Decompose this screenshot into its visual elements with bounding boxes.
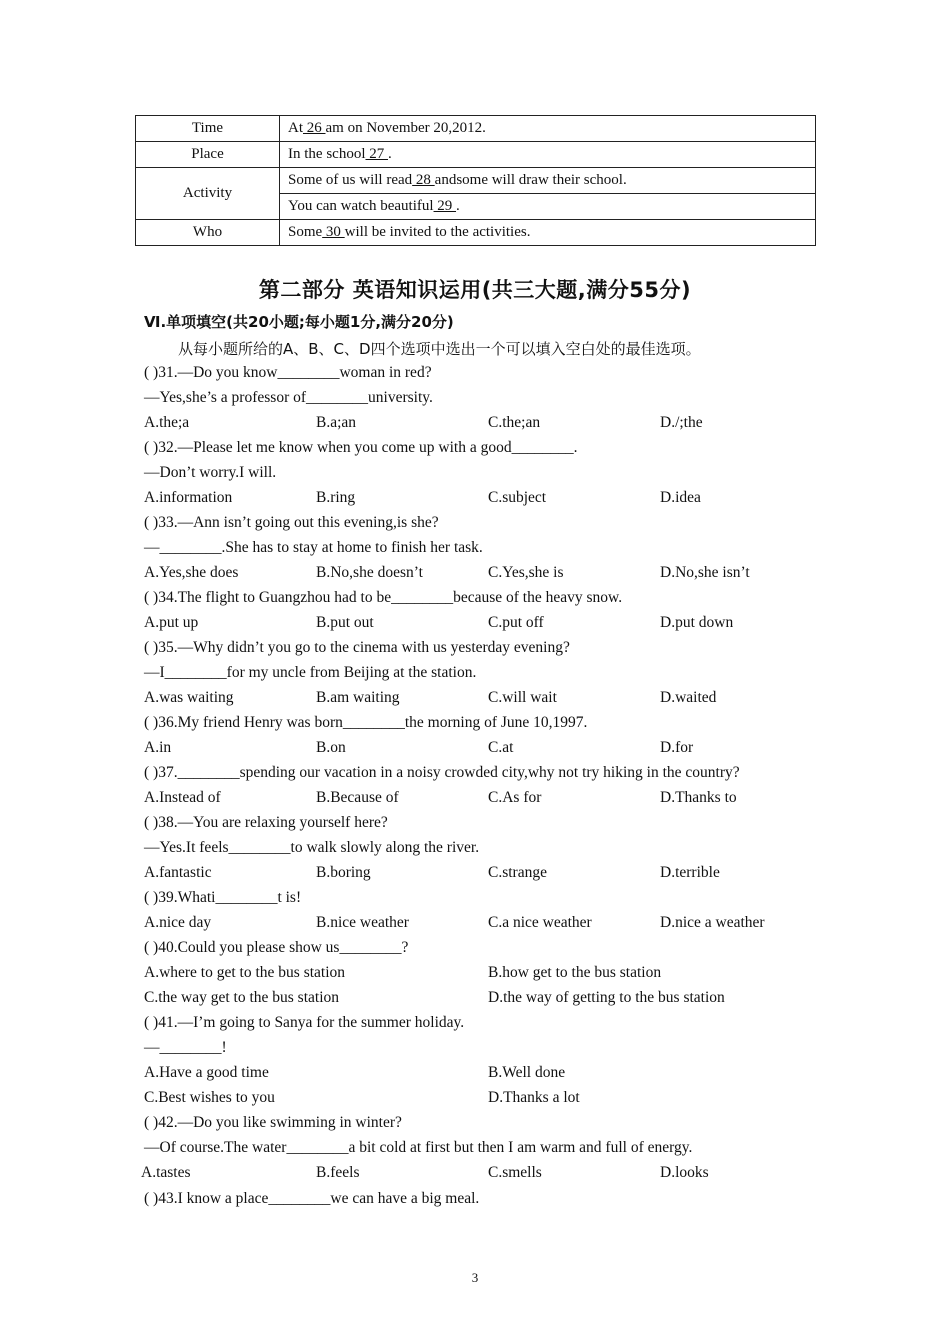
question-32: ( )32.—Please let me know when you come up with a good________. xyxy=(144,439,578,456)
options-39 xyxy=(144,913,824,933)
option-b: B.nice weather xyxy=(316,914,409,931)
option-a: A.put up xyxy=(144,614,199,631)
options-36 xyxy=(144,738,824,758)
option-d: D.nice a weather xyxy=(660,914,765,931)
option-a: A.information xyxy=(144,489,233,506)
option-c: C.As for xyxy=(488,789,542,806)
instruction: 从每小题所给的A、B、C、D四个选项中选出一个可以填入空白处的最佳选项。 xyxy=(178,340,701,358)
question-43: ( )43.I know a place________we can have a big meal. xyxy=(144,1190,480,1207)
options-31 xyxy=(144,413,824,433)
option-b: B.No,she doesn’t xyxy=(316,564,423,581)
option-d: D.waited xyxy=(660,689,717,706)
option-c: C.the;an xyxy=(488,414,541,431)
options-41-ab xyxy=(144,1063,824,1083)
option-a: A.where to get to the bus station xyxy=(144,964,346,981)
option-c: C.strange xyxy=(488,864,547,881)
option-c: C.Best wishes to you xyxy=(144,1089,275,1106)
option-d: D.terrible xyxy=(660,864,720,881)
option-c: C.Yes,she is xyxy=(488,564,564,581)
blank-27: 27 xyxy=(365,146,388,162)
option-b: B.boring xyxy=(316,864,371,881)
option-d: D.for xyxy=(660,739,694,756)
question-39: ( )39.Whati________t is! xyxy=(144,889,302,906)
question-33: ( )33.—Ann isn’t going out this evening,is she? xyxy=(144,514,439,531)
question-37: ( )37.________spending our vacation in a noisy crowded city,why not try hiking in the country? xyxy=(144,764,740,781)
row-value-time: At 26 am on November 20,2012. xyxy=(280,116,816,142)
blank-26: 26 xyxy=(303,120,326,136)
options-40-cd xyxy=(144,988,824,1008)
question-38: ( )38.—You are relaxing yourself here? xyxy=(144,814,388,831)
question-41-reply: —________! xyxy=(144,1039,227,1056)
options-37 xyxy=(144,788,824,808)
option-a: A.Have a good time xyxy=(144,1064,269,1081)
blank-29: 29 xyxy=(433,198,457,214)
option-c: C.at xyxy=(488,739,514,756)
option-b: B.Because of xyxy=(316,789,399,806)
row-value-place: In the school 27 . xyxy=(280,142,816,168)
option-d: D.put down xyxy=(660,614,734,631)
question-42-reply: —Of course.The water________a bit cold at first but then I am warm and full of energy. xyxy=(144,1139,693,1156)
option-b: B.how get to the bus station xyxy=(488,964,662,981)
option-d: D./;the xyxy=(660,414,703,431)
option-a: A.the;a xyxy=(144,414,190,431)
question-36: ( )36.My friend Henry was born________the morning of June 10,1997. xyxy=(144,714,588,731)
question-35: ( )35.—Why didn’t you go to the cinema with us yesterday evening? xyxy=(144,639,570,656)
row-value-who: Some 30 will be invited to the activities. xyxy=(280,220,816,246)
option-a: A.in xyxy=(144,739,172,756)
question-41: ( )41.—I’m going to Sanya for the summer holiday. xyxy=(144,1014,465,1031)
option-b: B.put out xyxy=(316,614,374,631)
option-c: C.a nice weather xyxy=(488,914,592,931)
question-31-reply: —Yes,she’s a professor of________university. xyxy=(144,389,433,406)
table-row xyxy=(136,168,816,194)
row-label-time: Time xyxy=(136,116,280,142)
option-a: A.Instead of xyxy=(144,789,221,806)
question-31: ( )31.—Do you know________woman in red? xyxy=(144,364,432,381)
question-34: ( )34.The flight to Guangzhou had to be________because of the heavy snow. xyxy=(144,589,623,606)
options-42 xyxy=(141,1163,821,1183)
option-a: A.was waiting xyxy=(144,689,234,706)
table-row xyxy=(136,142,816,168)
option-d: D.looks xyxy=(660,1164,709,1181)
options-38 xyxy=(144,863,824,883)
option-d: D.Thanks a lot xyxy=(488,1089,580,1106)
options-41-cd xyxy=(144,1088,824,1108)
option-a: A.Yes,she does xyxy=(144,564,239,581)
question-35-reply: —I________for my uncle from Beijing at the station. xyxy=(144,664,477,681)
row-value-activity-1: Some of us will read 28 andsome will draw their school. xyxy=(280,168,816,194)
question-42: ( )42.—Do you like swimming in winter? xyxy=(144,1114,402,1131)
row-label-place: Place xyxy=(136,142,280,168)
row-label-activity: Activity xyxy=(136,168,280,220)
blank-28: 28 xyxy=(412,172,435,188)
option-a: A.tastes xyxy=(141,1164,191,1181)
option-d: D.the way of getting to the bus station xyxy=(488,989,725,1006)
option-d: D.No,she isn’t xyxy=(660,564,750,581)
part-title: 第二部分 英语知识运用(共三大题,满分55分) xyxy=(258,278,692,302)
option-c: C.put off xyxy=(488,614,544,631)
row-value-activity-2: You can watch beautiful 29 . xyxy=(280,194,816,220)
section-title: Ⅵ.单项填空(共20小题;每小题1分,满分20分) xyxy=(144,313,454,331)
option-b: B.on xyxy=(316,739,346,756)
option-b: B.Well done xyxy=(488,1064,566,1081)
option-d: D.idea xyxy=(660,489,701,506)
question-40: ( )40.Could you please show us________? xyxy=(144,939,409,956)
option-b: B.am waiting xyxy=(316,689,400,706)
option-c: C.the way get to the bus station xyxy=(144,989,340,1006)
option-a: A.nice day xyxy=(144,914,212,931)
options-35 xyxy=(144,688,824,708)
options-34 xyxy=(144,613,824,633)
question-38-reply: —Yes.It feels________to walk slowly along the river. xyxy=(144,839,480,856)
option-c: C.will wait xyxy=(488,689,557,706)
question-32-reply: —Don’t worry.I will. xyxy=(144,464,277,481)
option-c: C.subject xyxy=(488,489,547,506)
option-a: A.fantastic xyxy=(144,864,212,881)
event-info-table xyxy=(135,115,816,246)
option-b: B.a;an xyxy=(316,414,357,431)
option-c: C.smells xyxy=(488,1164,542,1181)
options-32 xyxy=(144,488,824,508)
blank-30: 30 xyxy=(322,224,345,240)
row-label-who: Who xyxy=(136,220,280,246)
table-row xyxy=(136,116,816,142)
option-b: B.ring xyxy=(316,489,356,506)
table-row xyxy=(136,220,816,246)
question-33-reply: —________.She has to stay at home to finish her task. xyxy=(144,539,483,556)
page-number: 3 xyxy=(471,1270,479,1285)
options-40-ab xyxy=(144,963,824,983)
option-d: D.Thanks to xyxy=(660,789,737,806)
option-b: B.feels xyxy=(316,1164,360,1181)
options-33 xyxy=(144,563,824,583)
